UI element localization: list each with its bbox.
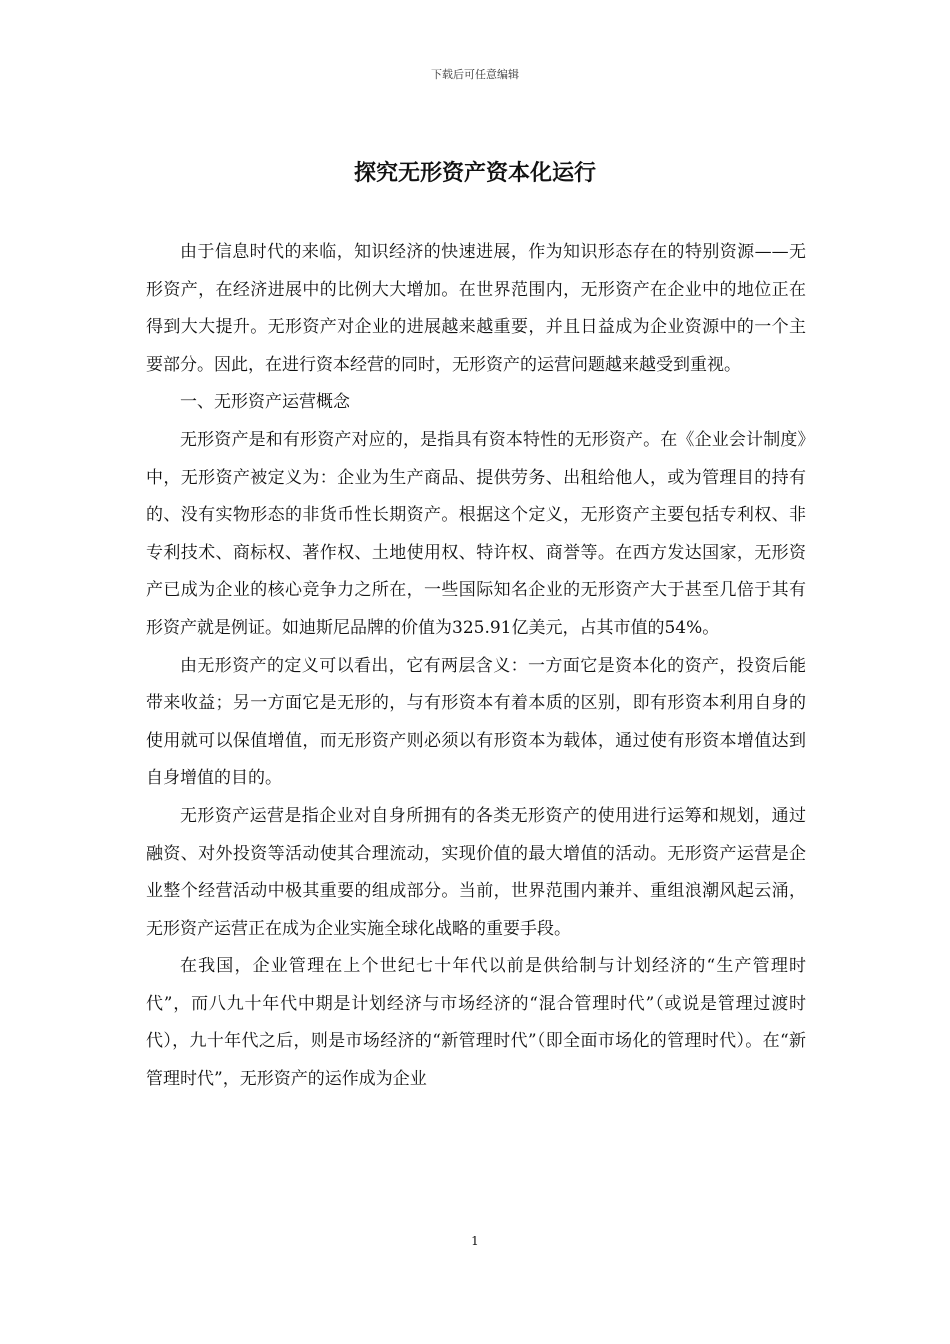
page-number: 1 [471, 1234, 479, 1248]
header-note: 下载后可任意编辑 [431, 68, 519, 81]
paragraph-definition: 无形资产是和有形资产对应的，是指具有资本特性的无形资产。在《企业会计制度》中，无形资产被定义为：企业为生产商品、提供劳务、出租给他人，或为管理目的持有的、没有实物形态的非货币性长期资产。根据这个定义，无形资产主要包括专利权、非专利技术、商标权、著作权、土地使用权、特许权、商誉等。在西方发达国家，无形资产已成为企业的核心竞争力之所在，一些国际知名企业的无形资产大于甚至几倍于其有形资产就是例证。如迪斯尼品牌的价值为325.91亿美元，占其市值的54%。 [146, 429, 806, 638]
paragraph-operation: 无形资产运营是指企业对自身所拥有的各类无形资产的使用进行运筹和规划，通过融资、对外投资等活动使其合理流动，实现价值的最大增值的活动。无形资产运营是企业整个经营活动中极其重要的组成部分。当前，世界范围内兼并、重组浪潮风起云涌，无形资产运营正在成为企业实施全球化战略的重要手段。 [146, 805, 806, 939]
document-body [146, 234, 806, 1099]
document-title: 探究无形资产资本化运行 [353, 160, 596, 186]
paragraph-history: 在我国，企业管理在上个世纪七十年代以前是供给制与计划经济的“生产管理时代”，而八九十年代中期是计划经济与市场经济的“混合管理时代”（或说是管理过渡时代），九十年代之后，则是市场经济的“新管理时代”（即全面市场化的管理时代）。在“新管理时代”，无形资产的运作成为企业 [146, 956, 806, 1090]
section-heading: 一、无形资产运营概念 [180, 392, 350, 413]
paragraph-meaning: 由无形资产的定义可以看出，它有两层含义：一方面它是资本化的资产，投资后能带来收益；另一方面它是无形的，与有形资本有着本质的区别，即有形资本利用自身的使用就可以保值增值，而无形资产则必须以有形资本为载体，通过使有形资本增值达到自身增值的目的。 [146, 655, 806, 789]
paragraph-intro: 由于信息时代的来临，知识经济的快速进展，作为知识形态存在的特别资源——无形资产，在经济进展中的比例大大增加。在世界范围内，无形资产在企业中的地位正在得到大大提升。无形资产对企业的进展越来越重要，并且日益成为企业资源中的一个主要部分。因此，在进行资本经营的同时，无形资产的运营问题越来越受到重视。 [146, 242, 806, 375]
